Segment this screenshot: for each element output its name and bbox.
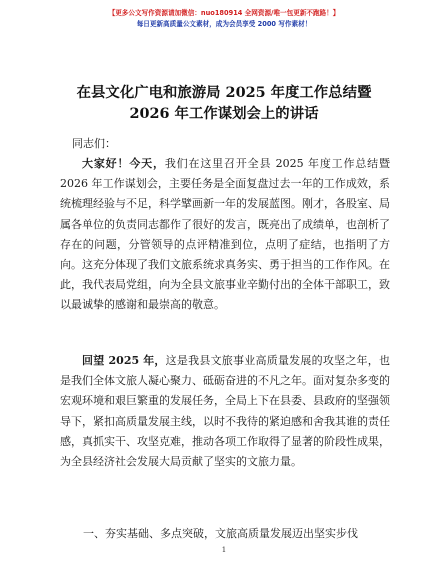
document-title-line-2: 2026 年工作谋划会上的讲话 bbox=[129, 105, 319, 122]
header-promo-line-2: 每日更新高质量公文素材，成为会员享受 2000 写作素材！ bbox=[136, 20, 312, 28]
page-number: 1 bbox=[221, 546, 227, 554]
paragraph-opening-text: 我们在这里召开全县 2025 年度工作总结暨 2026 年工作谋划会，主要任务是全面复盘过去一年的工作成效，系统梳理经验与不足，科学擘画新一年的发展蓝图。刚才，各股室、局属各单位的负责同志都作了很好的发言，既亮出了成绩单，也剖析了存在的问题，分管领导的点评精准到位，点明了症结，也指明了方向。这充分体现了我们文旅系统求真务实、勇于担当的工作作风。在此，我代表局党组，向为全县文旅事业辛勤付出的全体干部职工，致以最诚挚的感谢和最崇高的敬意。 bbox=[60, 157, 390, 312]
section-heading-1: 一、夯实基础、多点突破，文旅高质量发展迈出坚实步伐 bbox=[83, 527, 358, 540]
document-title-line-1: 在县文化广电和旅游局 2025 年度工作总结暨 bbox=[76, 84, 372, 101]
greeting: 同志们： bbox=[72, 137, 116, 150]
paragraph-opening-lead: 大家好！今天， bbox=[82, 157, 165, 170]
paragraph-review-lead: 回望 2025 年， bbox=[82, 354, 166, 367]
paragraph-review bbox=[60, 351, 390, 472]
header-promo-line-1: 【更多公文写作资源请加微信：nuo180914 全网资源/唯一包更新不跑路！】 bbox=[108, 9, 340, 17]
paragraph-opening bbox=[60, 154, 390, 316]
paragraph-review-text: 这是我县文旅事业高质量发展的攻坚之年，也是我们全体文旅人凝心聚力、砥砺奋进的不凡之年。面对复杂多变的宏观环境和艰巨繁重的发展任务，全局上下在县委、县政府的坚强领导下，紧扣高质量发展主线，以时不我待的紧迫感和舍我其谁的责任感，真抓实干、攻坚克难，推动各项工作取得了显著的阶段性成果，为全县经济社会发展大局贡献了坚实的文旅力量。 bbox=[60, 354, 391, 469]
